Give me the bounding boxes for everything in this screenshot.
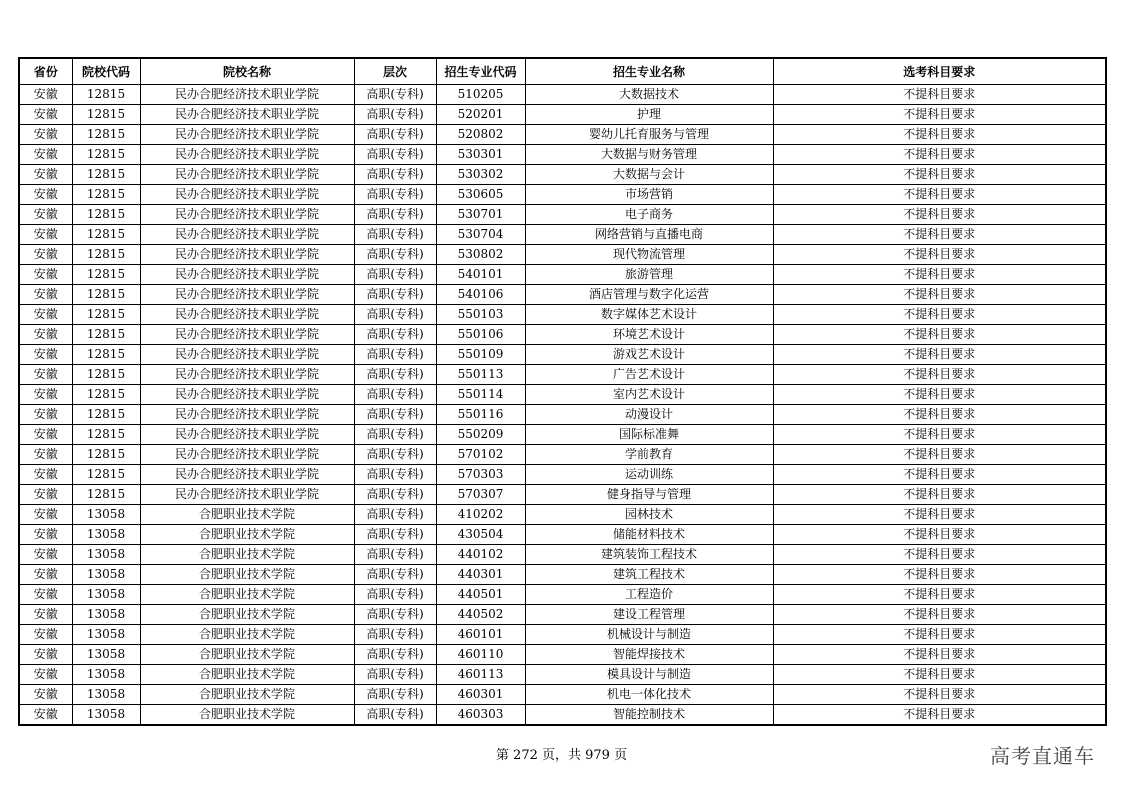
- cell-school-code: 12815: [72, 465, 140, 485]
- cell-level: 高职(专科): [354, 545, 436, 565]
- cell-province: 安徽: [19, 325, 72, 345]
- cell-level: 高职(专科): [354, 205, 436, 225]
- cell-school-name: 合肥职业技术学院: [140, 605, 354, 625]
- table-row: [19, 305, 1106, 325]
- cell-subject-requirement: 不提科目要求: [773, 505, 1106, 525]
- cell-level: 高职(专科): [354, 645, 436, 665]
- cell-major-code: 550106: [436, 325, 525, 345]
- table-row: [19, 285, 1106, 305]
- cell-province: 安徽: [19, 445, 72, 465]
- cell-school-code: 12815: [72, 305, 140, 325]
- cell-subject-requirement: 不提科目要求: [773, 205, 1106, 225]
- cell-level: 高职(专科): [354, 505, 436, 525]
- cell-major-code: 460303: [436, 705, 525, 726]
- cell-school-name: 民办合肥经济技术职业学院: [140, 305, 354, 325]
- cell-major-code: 530302: [436, 165, 525, 185]
- cell-major-code: 440502: [436, 605, 525, 625]
- cell-province: 安徽: [19, 385, 72, 405]
- table-row: [19, 465, 1106, 485]
- table-row: [19, 185, 1106, 205]
- cell-province: 安徽: [19, 85, 72, 105]
- cell-school-name: 民办合肥经济技术职业学院: [140, 445, 354, 465]
- cell-major-name: 旅游管理: [525, 265, 773, 285]
- cell-subject-requirement: 不提科目要求: [773, 445, 1106, 465]
- cell-level: 高职(专科): [354, 325, 436, 345]
- cell-subject-requirement: 不提科目要求: [773, 345, 1106, 365]
- cell-province: 安徽: [19, 685, 72, 705]
- table-row: [19, 225, 1106, 245]
- cell-province: 安徽: [19, 185, 72, 205]
- cell-school-code: 13058: [72, 645, 140, 665]
- cell-major-name: 机电一体化技术: [525, 685, 773, 705]
- cell-major-name: 网络营销与直播电商: [525, 225, 773, 245]
- cell-subject-requirement: 不提科目要求: [773, 85, 1106, 105]
- cell-school-code: 13058: [72, 545, 140, 565]
- cell-level: 高职(专科): [354, 125, 436, 145]
- cell-school-name: 民办合肥经济技术职业学院: [140, 185, 354, 205]
- cell-school-code: 12815: [72, 125, 140, 145]
- cell-school-code: 13058: [72, 685, 140, 705]
- cell-school-name: 民办合肥经济技术职业学院: [140, 385, 354, 405]
- cell-level: 高职(专科): [354, 265, 436, 285]
- cell-major-code: 540106: [436, 285, 525, 305]
- cell-major-code: 410202: [436, 505, 525, 525]
- cell-subject-requirement: 不提科目要求: [773, 165, 1106, 185]
- table-row: [19, 325, 1106, 345]
- cell-level: 高职(专科): [354, 425, 436, 445]
- cell-major-name: 酒店管理与数字化运营: [525, 285, 773, 305]
- cell-subject-requirement: 不提科目要求: [773, 625, 1106, 645]
- cell-major-name: 建筑装饰工程技术: [525, 545, 773, 565]
- cell-level: 高职(专科): [354, 685, 436, 705]
- cell-major-code: 550114: [436, 385, 525, 405]
- cell-province: 安徽: [19, 205, 72, 225]
- cell-major-code: 520802: [436, 125, 525, 145]
- cell-major-code: 510205: [436, 85, 525, 105]
- cell-province: 安徽: [19, 145, 72, 165]
- cell-province: 安徽: [19, 545, 72, 565]
- cell-major-name: 建筑工程技术: [525, 565, 773, 585]
- table-row: [19, 385, 1106, 405]
- cell-school-name: 民办合肥经济技术职业学院: [140, 265, 354, 285]
- cell-school-name: 合肥职业技术学院: [140, 705, 354, 726]
- cell-subject-requirement: 不提科目要求: [773, 225, 1106, 245]
- table-row: [19, 625, 1106, 645]
- cell-province: 安徽: [19, 105, 72, 125]
- cell-major-code: 440501: [436, 585, 525, 605]
- cell-subject-requirement: 不提科目要求: [773, 585, 1106, 605]
- cell-school-name: 合肥职业技术学院: [140, 525, 354, 545]
- cell-major-name: 智能控制技术: [525, 705, 773, 726]
- table-row: [19, 585, 1106, 605]
- cell-level: 高职(专科): [354, 225, 436, 245]
- cell-province: 安徽: [19, 505, 72, 525]
- cell-level: 高职(专科): [354, 525, 436, 545]
- cell-school-code: 12815: [72, 285, 140, 305]
- table-row: [19, 485, 1106, 505]
- cell-level: 高职(专科): [354, 165, 436, 185]
- cell-school-name: 民办合肥经济技术职业学院: [140, 85, 354, 105]
- cell-subject-requirement: 不提科目要求: [773, 285, 1106, 305]
- cell-school-name: 合肥职业技术学院: [140, 685, 354, 705]
- cell-major-name: 大数据技术: [525, 85, 773, 105]
- cell-level: 高职(专科): [354, 285, 436, 305]
- cell-school-code: 12815: [72, 385, 140, 405]
- cell-subject-requirement: 不提科目要求: [773, 305, 1106, 325]
- cell-major-name: 健身指导与管理: [525, 485, 773, 505]
- cell-level: 高职(专科): [354, 345, 436, 365]
- cell-province: 安徽: [19, 125, 72, 145]
- table-row: [19, 245, 1106, 265]
- table-row: [19, 345, 1106, 365]
- cell-subject-requirement: 不提科目要求: [773, 485, 1106, 505]
- cell-level: 高职(专科): [354, 305, 436, 325]
- cell-subject-requirement: 不提科目要求: [773, 685, 1106, 705]
- cell-major-code: 530701: [436, 205, 525, 225]
- cell-level: 高职(专科): [354, 405, 436, 425]
- cell-major-code: 530704: [436, 225, 525, 245]
- cell-level: 高职(专科): [354, 665, 436, 685]
- cell-province: 安徽: [19, 625, 72, 645]
- cell-level: 高职(专科): [354, 705, 436, 726]
- admissions-table: [18, 57, 1107, 726]
- cell-level: 高职(专科): [354, 485, 436, 505]
- cell-province: 安徽: [19, 285, 72, 305]
- cell-major-name: 广告艺术设计: [525, 365, 773, 385]
- table-header-row: [19, 58, 1106, 85]
- cell-school-name: 民办合肥经济技术职业学院: [140, 165, 354, 185]
- table-row: [19, 565, 1106, 585]
- cell-school-name: 民办合肥经济技术职业学院: [140, 285, 354, 305]
- cell-level: 高职(专科): [354, 565, 436, 585]
- cell-school-code: 13058: [72, 605, 140, 625]
- cell-school-name: 民办合肥经济技术职业学院: [140, 205, 354, 225]
- cell-province: 安徽: [19, 705, 72, 726]
- cell-province: 安徽: [19, 465, 72, 485]
- cell-school-name: 民办合肥经济技术职业学院: [140, 465, 354, 485]
- header-level: 层次: [354, 58, 436, 85]
- cell-school-name: 合肥职业技术学院: [140, 565, 354, 585]
- cell-school-code: 13058: [72, 665, 140, 685]
- cell-school-name: 民办合肥经济技术职业学院: [140, 225, 354, 245]
- cell-subject-requirement: 不提科目要求: [773, 525, 1106, 545]
- cell-major-name: 工程造价: [525, 585, 773, 605]
- cell-major-name: 婴幼儿托育服务与管理: [525, 125, 773, 145]
- cell-province: 安徽: [19, 605, 72, 625]
- cell-level: 高职(专科): [354, 145, 436, 165]
- header-major-name: 招生专业名称: [525, 58, 773, 85]
- cell-level: 高职(专科): [354, 245, 436, 265]
- cell-province: 安徽: [19, 665, 72, 685]
- page-number: 第 272 页，共 979 页: [495, 748, 628, 763]
- cell-major-code: 570307: [436, 485, 525, 505]
- cell-major-name: 智能焊接技术: [525, 645, 773, 665]
- table-row: [19, 445, 1106, 465]
- cell-province: 安徽: [19, 585, 72, 605]
- cell-major-name: 现代物流管理: [525, 245, 773, 265]
- cell-major-code: 540101: [436, 265, 525, 285]
- cell-major-name: 模具设计与制造: [525, 665, 773, 685]
- cell-school-code: 12815: [72, 325, 140, 345]
- cell-subject-requirement: 不提科目要求: [773, 565, 1106, 585]
- watermark-text: 高考直通车: [990, 744, 1095, 768]
- cell-subject-requirement: 不提科目要求: [773, 245, 1106, 265]
- cell-province: 安徽: [19, 345, 72, 365]
- cell-province: 安徽: [19, 305, 72, 325]
- cell-level: 高职(专科): [354, 385, 436, 405]
- cell-province: 安徽: [19, 365, 72, 385]
- cell-subject-requirement: 不提科目要求: [773, 545, 1106, 565]
- cell-major-code: 530301: [436, 145, 525, 165]
- cell-school-name: 民办合肥经济技术职业学院: [140, 425, 354, 445]
- cell-major-code: 530605: [436, 185, 525, 205]
- cell-major-code: 430504: [436, 525, 525, 545]
- table-row: [19, 645, 1106, 665]
- cell-school-name: 民办合肥经济技术职业学院: [140, 345, 354, 365]
- cell-major-name: 大数据与会计: [525, 165, 773, 185]
- cell-subject-requirement: 不提科目要求: [773, 145, 1106, 165]
- cell-school-code: 12815: [72, 145, 140, 165]
- cell-school-code: 12815: [72, 165, 140, 185]
- cell-subject-requirement: 不提科目要求: [773, 405, 1106, 425]
- cell-province: 安徽: [19, 265, 72, 285]
- cell-major-name: 市场营销: [525, 185, 773, 205]
- cell-school-code: 12815: [72, 185, 140, 205]
- cell-subject-requirement: 不提科目要求: [773, 465, 1106, 485]
- cell-major-name: 室内艺术设计: [525, 385, 773, 405]
- header-major-code: 招生专业代码: [436, 58, 525, 85]
- cell-subject-requirement: 不提科目要求: [773, 105, 1106, 125]
- cell-school-code: 13058: [72, 565, 140, 585]
- cell-school-name: 合肥职业技术学院: [140, 645, 354, 665]
- cell-province: 安徽: [19, 485, 72, 505]
- cell-subject-requirement: 不提科目要求: [773, 645, 1106, 665]
- cell-school-code: 12815: [72, 205, 140, 225]
- cell-subject-requirement: 不提科目要求: [773, 425, 1106, 445]
- cell-subject-requirement: 不提科目要求: [773, 665, 1106, 685]
- cell-school-code: 13058: [72, 505, 140, 525]
- cell-school-code: 12815: [72, 425, 140, 445]
- table-row: [19, 525, 1106, 545]
- cell-school-code: 12815: [72, 365, 140, 385]
- cell-school-name: 合肥职业技术学院: [140, 665, 354, 685]
- cell-school-code: 12815: [72, 405, 140, 425]
- cell-subject-requirement: 不提科目要求: [773, 325, 1106, 345]
- cell-major-name: 建设工程管理: [525, 605, 773, 625]
- cell-major-code: 570102: [436, 445, 525, 465]
- cell-school-name: 民办合肥经济技术职业学院: [140, 405, 354, 425]
- header-province: 省份: [19, 58, 72, 85]
- table-body: [19, 85, 1106, 726]
- cell-province: 安徽: [19, 565, 72, 585]
- cell-province: 安徽: [19, 425, 72, 445]
- cell-level: 高职(专科): [354, 605, 436, 625]
- cell-major-code: 440301: [436, 565, 525, 585]
- table-row: [19, 665, 1106, 685]
- cell-major-name: 运动训练: [525, 465, 773, 485]
- cell-province: 安徽: [19, 525, 72, 545]
- cell-province: 安徽: [19, 165, 72, 185]
- cell-level: 高职(专科): [354, 365, 436, 385]
- cell-major-name: 动漫设计: [525, 405, 773, 425]
- cell-major-name: 电子商务: [525, 205, 773, 225]
- cell-major-code: 550209: [436, 425, 525, 445]
- cell-school-name: 民办合肥经济技术职业学院: [140, 485, 354, 505]
- cell-school-name: 民办合肥经济技术职业学院: [140, 125, 354, 145]
- cell-school-code: 13058: [72, 585, 140, 605]
- cell-school-name: 民办合肥经济技术职业学院: [140, 365, 354, 385]
- table-row: [19, 85, 1106, 105]
- table-row: [19, 205, 1106, 225]
- cell-major-name: 数字媒体艺术设计: [525, 305, 773, 325]
- cell-subject-requirement: 不提科目要求: [773, 385, 1106, 405]
- table-row: [19, 145, 1106, 165]
- cell-school-code: 12815: [72, 345, 140, 365]
- table-row: [19, 505, 1106, 525]
- cell-level: 高职(专科): [354, 465, 436, 485]
- cell-province: 安徽: [19, 645, 72, 665]
- cell-school-code: 12815: [72, 225, 140, 245]
- table-row: [19, 125, 1106, 145]
- cell-major-name: 护理: [525, 105, 773, 125]
- cell-school-name: 合肥职业技术学院: [140, 585, 354, 605]
- cell-school-code: 12815: [72, 445, 140, 465]
- cell-major-code: 550103: [436, 305, 525, 325]
- header-subject-requirement: 选考科目要求: [773, 58, 1106, 85]
- cell-level: 高职(专科): [354, 585, 436, 605]
- cell-level: 高职(专科): [354, 85, 436, 105]
- table-row: [19, 605, 1106, 625]
- cell-province: 安徽: [19, 225, 72, 245]
- cell-major-code: 520201: [436, 105, 525, 125]
- cell-school-code: 13058: [72, 705, 140, 726]
- cell-subject-requirement: 不提科目要求: [773, 125, 1106, 145]
- table-row: [19, 165, 1106, 185]
- cell-major-name: 学前教育: [525, 445, 773, 465]
- cell-school-name: 民办合肥经济技术职业学院: [140, 105, 354, 125]
- cell-school-name: 民办合肥经济技术职业学院: [140, 325, 354, 345]
- cell-province: 安徽: [19, 405, 72, 425]
- cell-major-code: 550113: [436, 365, 525, 385]
- cell-subject-requirement: 不提科目要求: [773, 185, 1106, 205]
- cell-subject-requirement: 不提科目要求: [773, 365, 1106, 385]
- cell-major-code: 460101: [436, 625, 525, 645]
- admissions-table-container: [18, 57, 1105, 726]
- cell-subject-requirement: 不提科目要求: [773, 605, 1106, 625]
- cell-major-code: 460113: [436, 665, 525, 685]
- cell-subject-requirement: 不提科目要求: [773, 265, 1106, 285]
- cell-level: 高职(专科): [354, 445, 436, 465]
- cell-school-code: 13058: [72, 625, 140, 645]
- cell-major-name: 环境艺术设计: [525, 325, 773, 345]
- cell-major-code: 570303: [436, 465, 525, 485]
- cell-major-name: 园林技术: [525, 505, 773, 525]
- cell-school-code: 12815: [72, 265, 140, 285]
- cell-school-name: 民办合肥经济技术职业学院: [140, 245, 354, 265]
- cell-school-name: 民办合肥经济技术职业学院: [140, 145, 354, 165]
- cell-major-code: 460110: [436, 645, 525, 665]
- cell-major-code: 440102: [436, 545, 525, 565]
- header-school-name: 院校名称: [140, 58, 354, 85]
- cell-school-code: 12815: [72, 85, 140, 105]
- cell-school-name: 合肥职业技术学院: [140, 505, 354, 525]
- cell-school-name: 合肥职业技术学院: [140, 625, 354, 645]
- table-row: [19, 705, 1106, 726]
- table-row: [19, 365, 1106, 385]
- cell-major-code: 530802: [436, 245, 525, 265]
- cell-province: 安徽: [19, 245, 72, 265]
- cell-major-name: 大数据与财务管理: [525, 145, 773, 165]
- cell-school-code: 13058: [72, 525, 140, 545]
- cell-major-name: 机械设计与制造: [525, 625, 773, 645]
- cell-major-name: 国际标准舞: [525, 425, 773, 445]
- header-school-code: 院校代码: [72, 58, 140, 85]
- table-row: [19, 265, 1106, 285]
- table-row: [19, 545, 1106, 565]
- cell-school-code: 12815: [72, 485, 140, 505]
- cell-level: 高职(专科): [354, 185, 436, 205]
- cell-school-code: 12815: [72, 245, 140, 265]
- cell-major-code: 550109: [436, 345, 525, 365]
- cell-level: 高职(专科): [354, 625, 436, 645]
- cell-major-code: 550116: [436, 405, 525, 425]
- cell-school-code: 12815: [72, 105, 140, 125]
- table-row: [19, 405, 1106, 425]
- cell-major-code: 460301: [436, 685, 525, 705]
- table-row: [19, 105, 1106, 125]
- cell-major-name: 游戏艺术设计: [525, 345, 773, 365]
- cell-school-name: 合肥职业技术学院: [140, 545, 354, 565]
- cell-major-name: 储能材料技术: [525, 525, 773, 545]
- table-row: [19, 425, 1106, 445]
- cell-level: 高职(专科): [354, 105, 436, 125]
- table-row: [19, 685, 1106, 705]
- cell-subject-requirement: 不提科目要求: [773, 705, 1106, 726]
